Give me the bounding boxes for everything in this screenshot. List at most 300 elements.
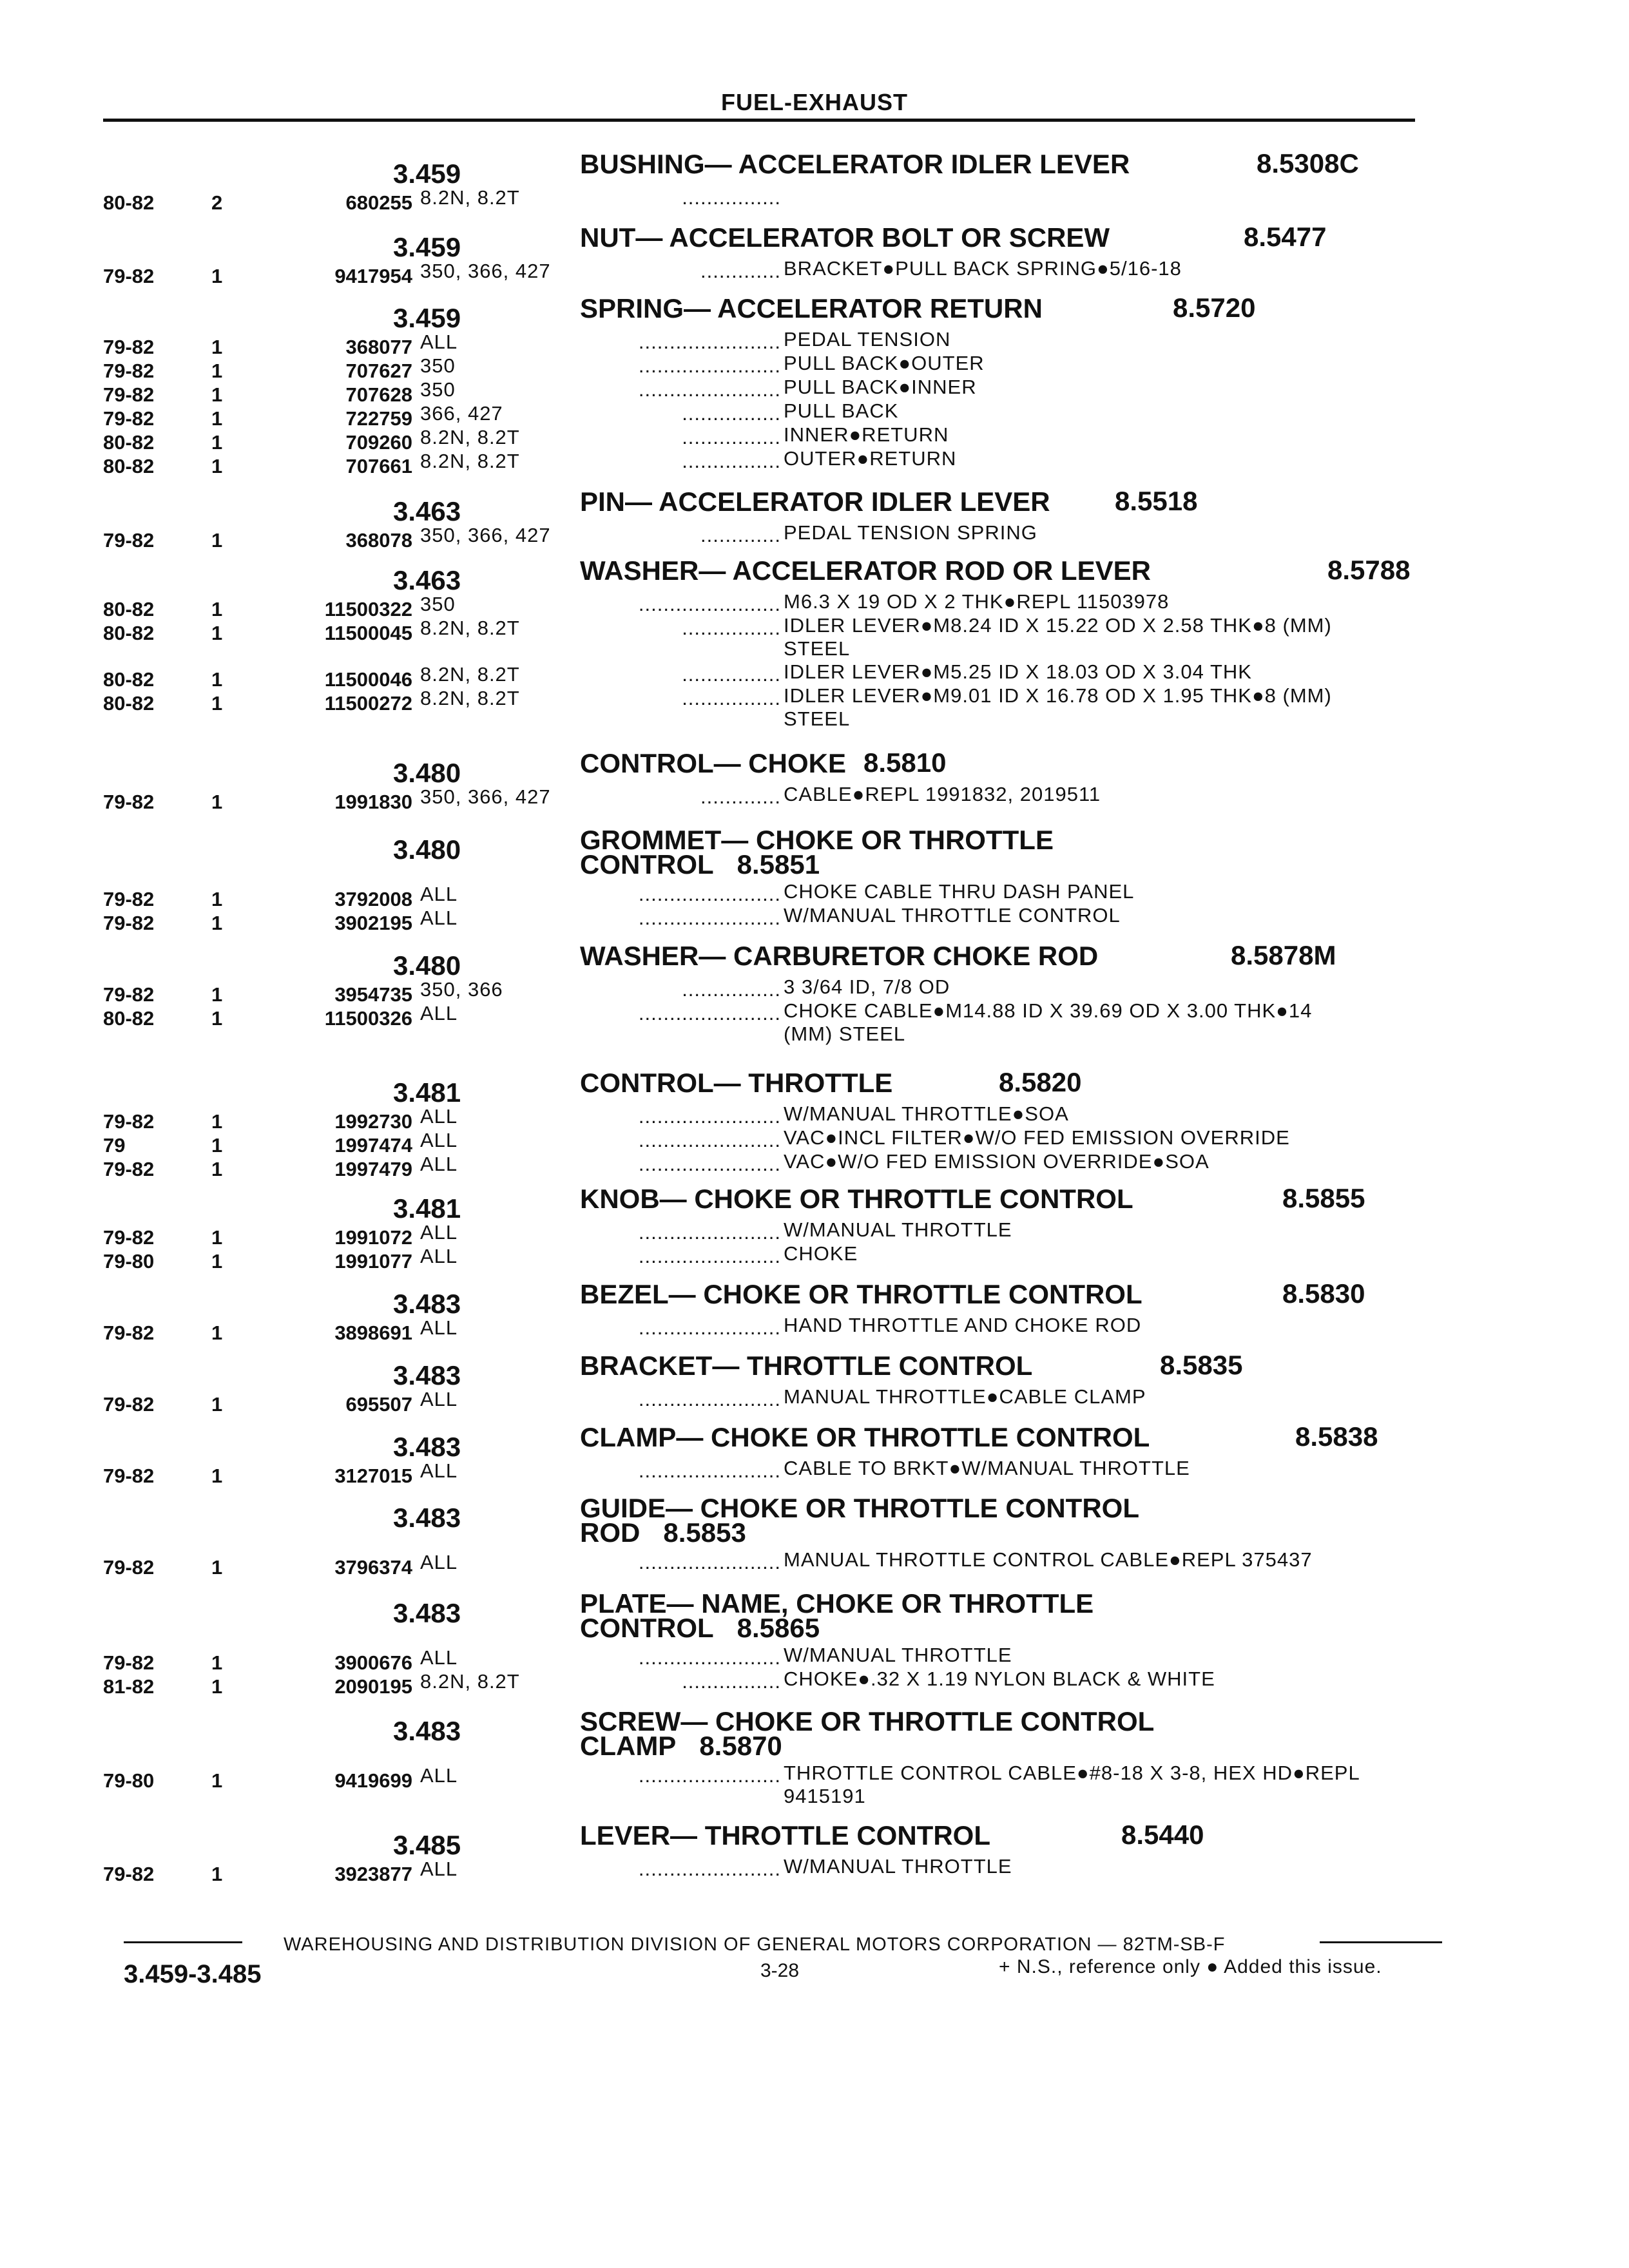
application-text: ALL — [420, 1388, 458, 1410]
part-name — [580, 293, 1211, 323]
leader-dots: ....................... — [638, 1764, 781, 1787]
part-name-line1: WASHER— ACCELERATOR ROD OR LEVER — [580, 555, 1151, 586]
description: MANUAL THROTTLE CONTROL CABLE●REPL 375437 — [784, 1548, 1313, 1571]
quantity: 1 — [211, 1675, 223, 1698]
model-years: 79-80 — [103, 1769, 155, 1792]
model-years: 79-82 — [103, 383, 155, 406]
model-years: 80-82 — [103, 668, 155, 691]
table-row — [103, 1001, 1431, 1048]
application — [420, 1646, 781, 1669]
description-continued: 9415191 — [784, 1785, 866, 1807]
part-name — [580, 1706, 1211, 1761]
part-number: 368078 — [345, 529, 412, 552]
group-header — [103, 1350, 1431, 1390]
part-number: 3900676 — [334, 1651, 412, 1674]
model-years: 81-82 — [103, 1675, 155, 1698]
table-row — [103, 1644, 1431, 1674]
part-name-line2: CONTROL — [580, 1613, 714, 1643]
part-number: 707661 — [345, 455, 412, 477]
classification-code: 8.5308C — [1257, 148, 1359, 178]
section-number: 3.480 — [393, 950, 461, 981]
table-row — [103, 904, 1431, 934]
parts-group — [103, 1183, 1431, 1273]
quantity: 1 — [211, 1863, 223, 1885]
application — [420, 1001, 781, 1025]
application-text: 350, 366 — [420, 978, 503, 1001]
quantity: 1 — [211, 888, 223, 910]
part-number: 1991077 — [334, 1250, 412, 1273]
part-name-line1: NUT— ACCELERATOR BOLT OR SCREW — [580, 222, 1110, 253]
part-name-line1: SCREW— CHOKE OR THROTTLE CONTROL — [580, 1706, 1155, 1736]
leader-dots: ....................... — [638, 1388, 781, 1410]
footer-rule-right — [1320, 1941, 1442, 1943]
part-name — [580, 1422, 1211, 1452]
leader-dots: ....................... — [638, 331, 781, 353]
table-row — [103, 423, 1431, 454]
parts-group — [103, 293, 1431, 477]
table-row — [103, 616, 1431, 662]
footer-legend: + N.S., reference only ● Added this issue. — [999, 1956, 1382, 1977]
quantity: 1 — [211, 336, 223, 358]
leader-dots: ....................... — [638, 1221, 781, 1244]
part-name — [580, 149, 1211, 179]
group-header — [103, 1278, 1431, 1319]
part-name — [580, 555, 1211, 586]
group-header — [103, 1493, 1431, 1550]
footer-rule-left — [124, 1941, 242, 1943]
application-text: ALL — [420, 907, 458, 929]
table-row — [103, 186, 1431, 214]
leader-dots: ....................... — [638, 378, 781, 401]
description: THROTTLE CONTROL CABLE●#8-18 X 3-8, HEX HD●REPL — [784, 1762, 1360, 1784]
table-row — [103, 352, 1431, 382]
part-name-line1: CONTROL— CHOKE — [580, 748, 846, 778]
part-number: 2090195 — [334, 1675, 412, 1698]
classification-code: 8.5810 — [863, 747, 947, 778]
quantity: 1 — [211, 1007, 223, 1030]
model-years: 79-82 — [103, 1465, 155, 1487]
parts-group — [103, 1706, 1431, 1810]
group-header — [103, 1067, 1431, 1108]
parts-group — [103, 940, 1431, 1048]
classification-code: 8.5853 — [663, 1517, 746, 1548]
part-name — [580, 1279, 1211, 1309]
application-text: ALL — [420, 1858, 458, 1880]
application-text: ALL — [420, 1764, 458, 1787]
description: INNER●RETURN — [784, 423, 949, 446]
quantity: 1 — [211, 360, 223, 382]
classification-code: 8.5788 — [1327, 555, 1411, 585]
description: PULL BACK●OUTER — [784, 352, 985, 374]
table-row — [103, 1102, 1431, 1133]
application-text: 8.2N, 8.2T — [420, 663, 520, 686]
description: IDLER LEVER●M8.24 ID X 15.22 OD X 2.58 THK●8 (MM) — [784, 614, 1332, 637]
leader-dots: ............. — [700, 524, 781, 546]
part-name-line1: BRACKET— THROTTLE CONTROL — [580, 1350, 1033, 1381]
parts-group — [103, 555, 1431, 733]
leader-dots: ................ — [682, 617, 781, 639]
parts-group — [103, 1278, 1431, 1344]
description: CHOKE●.32 X 1.19 NYLON BLACK & WHITE — [784, 1667, 1215, 1690]
part-name — [580, 1184, 1211, 1214]
section-number: 3.485 — [393, 1830, 461, 1860]
part-name-line2: ROD — [580, 1517, 641, 1548]
classification-code: 8.5440 — [1121, 1820, 1204, 1850]
table-row — [103, 328, 1431, 358]
footer-page-number: 3-28 — [760, 1960, 800, 1981]
part-name-line2: CONTROL — [580, 849, 714, 879]
application-text: 350, 366, 427 — [420, 524, 551, 546]
quantity: 1 — [211, 1226, 223, 1249]
classification-code: 8.5720 — [1173, 293, 1256, 323]
leader-dots: ................ — [682, 426, 781, 448]
description: CHOKE CABLE THRU DASH PANEL — [784, 880, 1135, 903]
application-text: 8.2N, 8.2T — [420, 617, 520, 639]
model-years: 80-82 — [103, 598, 155, 620]
quantity: 1 — [211, 983, 223, 1006]
model-years: 79-82 — [103, 529, 155, 552]
classification-code: 8.5878M — [1231, 940, 1336, 970]
part-name — [580, 941, 1211, 971]
section-number: 3.483 — [393, 1360, 461, 1390]
leader-dots: ....................... — [638, 1153, 781, 1175]
model-years: 79-82 — [103, 1556, 155, 1579]
part-name-line1: KNOB— CHOKE OR THROTTLE CONTROL — [580, 1184, 1133, 1214]
table-row — [103, 975, 1431, 1006]
quantity: 1 — [211, 668, 223, 691]
part-name-line1: PIN— ACCELERATOR IDLER LEVER — [580, 486, 1050, 517]
part-name-line1: CONTROL— THROTTLE — [580, 1068, 893, 1098]
table-row — [103, 1855, 1431, 1885]
leader-dots: ....................... — [638, 1316, 781, 1339]
quantity: 1 — [211, 622, 223, 644]
section-number: 3.483 — [393, 1289, 461, 1319]
leader-dots: ................ — [682, 978, 781, 1001]
description: OUTER●RETURN — [784, 447, 957, 470]
leader-dots: ....................... — [638, 1129, 781, 1151]
part-number: 3898691 — [334, 1321, 412, 1344]
part-number: 9419699 — [334, 1769, 412, 1792]
description: IDLER LEVER●M5.25 ID X 18.03 OD X 3.04 THK — [784, 660, 1252, 683]
section-number: 3.483 — [393, 1432, 461, 1462]
model-years: 79-82 — [103, 791, 155, 813]
application-text: 8.2N, 8.2T — [420, 687, 520, 709]
model-years: 79-82 — [103, 336, 155, 358]
application — [420, 1128, 781, 1152]
application — [420, 1316, 781, 1340]
part-number: 722759 — [345, 407, 412, 430]
application-text: 8.2N, 8.2T — [420, 450, 520, 472]
application-text: ALL — [420, 1316, 458, 1339]
leader-dots: ................ — [682, 450, 781, 472]
parts-group — [103, 825, 1431, 934]
application — [420, 592, 781, 616]
model-years: 80-82 — [103, 692, 155, 715]
part-number: 3902195 — [334, 912, 412, 934]
model-years: 79-82 — [103, 1158, 155, 1180]
quantity: 1 — [211, 1158, 223, 1180]
part-name — [580, 1588, 1211, 1643]
application — [420, 882, 781, 906]
table-row — [103, 1457, 1431, 1487]
description: VAC●INCL FILTER●W/O FED EMISSION OVERRIDE — [784, 1126, 1290, 1149]
model-years: 79-82 — [103, 888, 155, 910]
description: BRACKET●PULL BACK SPRING●5/16-18 — [784, 257, 1182, 280]
parts-group — [103, 1820, 1431, 1885]
part-number: 11500322 — [324, 598, 412, 620]
part-number: 3954735 — [334, 983, 412, 1006]
table-row — [103, 1314, 1431, 1344]
footer-organization: WAREHOUSING AND DISTRIBUTION DIVISION OF GENERAL MOTORS CORPORATION — 82TM-SB-F — [284, 1934, 1226, 1955]
parts-group — [103, 1067, 1431, 1180]
group-header — [103, 1421, 1431, 1462]
classification-code: 8.5855 — [1282, 1183, 1365, 1213]
part-number: 1997479 — [334, 1158, 412, 1180]
description: PULL BACK●INNER — [784, 376, 977, 398]
application-text: 350 — [420, 378, 456, 401]
part-number: 3923877 — [334, 1863, 412, 1885]
application-text: 350 — [420, 354, 456, 377]
leader-dots: ....................... — [638, 1646, 781, 1669]
part-name-line2: CLAMP — [580, 1731, 677, 1761]
group-header — [103, 825, 1431, 882]
parts-group — [103, 222, 1431, 287]
table-row — [103, 1667, 1431, 1698]
part-number: 707627 — [345, 360, 412, 382]
section-number: 3.480 — [393, 758, 461, 788]
section-number: 3.481 — [393, 1193, 461, 1224]
quantity: 1 — [211, 598, 223, 620]
parts-group — [103, 148, 1431, 214]
parts-group — [103, 486, 1431, 552]
parts-group — [103, 1350, 1431, 1416]
quantity: 2 — [211, 191, 223, 214]
group-header — [103, 293, 1431, 333]
group-header — [103, 747, 1431, 788]
table-row — [103, 399, 1431, 430]
group-header — [103, 222, 1431, 262]
quantity: 1 — [211, 455, 223, 477]
section-number: 3.483 — [393, 1503, 461, 1533]
application-text: 8.2N, 8.2T — [420, 1670, 520, 1693]
parts-group — [103, 747, 1431, 813]
part-number: 3127015 — [334, 1465, 412, 1487]
table-row — [103, 1385, 1431, 1416]
application — [420, 785, 781, 809]
application — [420, 1857, 781, 1881]
description: CHOKE — [784, 1242, 858, 1265]
leader-dots: ............. — [700, 785, 781, 808]
table-row — [103, 1218, 1431, 1249]
application — [420, 1152, 781, 1176]
classification-code: 8.5865 — [737, 1613, 820, 1643]
table-row — [103, 1548, 1431, 1579]
description: CABLE TO BRKT●W/MANUAL THROTTLE — [784, 1457, 1190, 1479]
description: W/MANUAL THROTTLE — [784, 1855, 1012, 1878]
group-header — [103, 940, 1431, 981]
leader-dots: ....................... — [638, 1002, 781, 1024]
model-years: 79-82 — [103, 1393, 155, 1416]
quantity: 1 — [211, 1465, 223, 1487]
description: 3 3/64 ID, 7/8 OD — [784, 975, 950, 998]
table-row — [103, 590, 1431, 620]
application — [420, 449, 781, 473]
application — [420, 1550, 781, 1574]
quantity: 1 — [211, 1651, 223, 1674]
table-row — [103, 880, 1431, 910]
model-years: 79-82 — [103, 1321, 155, 1344]
classification-code: 8.5830 — [1282, 1278, 1365, 1309]
application-text: ALL — [420, 883, 458, 905]
model-years: 80-82 — [103, 622, 155, 644]
application — [420, 1244, 781, 1268]
application-text: 350, 366, 427 — [420, 260, 551, 282]
application — [420, 1669, 781, 1693]
model-years: 79-82 — [103, 360, 155, 382]
section-number: 3.483 — [393, 1598, 461, 1628]
group-header — [103, 148, 1431, 189]
part-number: 695507 — [345, 1393, 412, 1416]
quantity: 1 — [211, 265, 223, 287]
quantity: 1 — [211, 1321, 223, 1344]
description-continued: STEEL — [784, 637, 851, 660]
quantity: 1 — [211, 1769, 223, 1792]
part-number: 368077 — [345, 336, 412, 358]
application-text: 350, 366, 427 — [420, 785, 551, 808]
model-years: 79-82 — [103, 1226, 155, 1249]
leader-dots: ................ — [682, 402, 781, 425]
model-years: 79-82 — [103, 912, 155, 934]
leader-dots: ....................... — [638, 883, 781, 905]
section-number: 3.483 — [393, 1716, 461, 1746]
part-name — [580, 1820, 1211, 1850]
part-number: 3792008 — [334, 888, 412, 910]
application — [420, 523, 781, 547]
application — [420, 425, 781, 449]
part-number: 11500045 — [324, 622, 412, 644]
quantity: 1 — [211, 407, 223, 430]
parts-group — [103, 1588, 1431, 1698]
part-name — [580, 1068, 1211, 1098]
model-years: 79-82 — [103, 983, 155, 1006]
application-text: ALL — [420, 1129, 458, 1151]
section-number: 3.480 — [393, 834, 461, 865]
part-number: 1991830 — [334, 791, 412, 813]
application — [420, 1220, 781, 1244]
quantity: 1 — [211, 1393, 223, 1416]
application — [420, 1104, 781, 1128]
application — [420, 378, 781, 401]
classification-code: 8.5870 — [699, 1731, 782, 1761]
leader-dots: ............. — [700, 260, 781, 282]
leader-dots: ................ — [682, 186, 781, 209]
model-years: 79-82 — [103, 1110, 155, 1133]
section-number: 3.459 — [393, 232, 461, 262]
application-text: ALL — [420, 1153, 458, 1175]
application-text: ALL — [420, 1646, 458, 1669]
table-row — [103, 447, 1431, 477]
leader-dots: ....................... — [638, 354, 781, 377]
table-row — [103, 783, 1431, 813]
application — [420, 616, 781, 640]
part-number: 680255 — [345, 191, 412, 214]
classification-code: 8.5838 — [1295, 1421, 1378, 1452]
application-text: ALL — [420, 1245, 458, 1267]
classification-code: 8.5820 — [999, 1067, 1082, 1097]
table-row — [103, 376, 1431, 406]
application — [420, 906, 781, 930]
leader-dots: ....................... — [638, 1105, 781, 1128]
description: HAND THROTTLE AND CHOKE ROD — [784, 1314, 1142, 1336]
table-row — [103, 1242, 1431, 1273]
application — [420, 354, 781, 378]
group-header — [103, 1820, 1431, 1860]
application-text: ALL — [420, 1459, 458, 1482]
description: VAC●W/O FED EMISSION OVERRIDE●SOA — [784, 1150, 1210, 1173]
section-number: 3.481 — [393, 1077, 461, 1108]
group-header — [103, 1183, 1431, 1224]
leader-dots: ....................... — [638, 1459, 781, 1482]
application — [420, 1459, 781, 1483]
application-text: ALL — [420, 331, 458, 353]
description: PULL BACK — [784, 399, 899, 422]
application-text: ALL — [420, 1002, 458, 1024]
description-continued: (MM) STEEL — [784, 1023, 906, 1045]
part-name — [580, 222, 1211, 253]
application — [420, 401, 781, 425]
application-text: ALL — [420, 1105, 458, 1128]
part-name-line1: BEZEL— CHOKE OR THROTTLE CONTROL — [580, 1279, 1142, 1309]
leader-dots: ................ — [682, 663, 781, 686]
table-row — [103, 1763, 1431, 1810]
leader-dots: ....................... — [638, 593, 781, 615]
model-years: 79 — [103, 1134, 126, 1157]
application-text: 8.2N, 8.2T — [420, 426, 520, 448]
application-text: 366, 427 — [420, 402, 503, 425]
description: W/MANUAL THROTTLE — [784, 1218, 1012, 1241]
description: W/MANUAL THROTTLE CONTROL — [784, 904, 1121, 927]
section-number: 3.459 — [393, 303, 461, 333]
leader-dots: ................ — [682, 687, 781, 709]
description: W/MANUAL THROTTLE●SOA — [784, 1102, 1069, 1125]
description: IDLER LEVER●M9.01 ID X 16.78 OD X 1.95 THK●8 (MM) — [784, 684, 1332, 707]
classification-code: 8.5477 — [1244, 222, 1327, 252]
part-name-line1: CLAMP— CHOKE OR THROTTLE CONTROL — [580, 1422, 1150, 1452]
part-name-line1: GROMMET— CHOKE OR THROTTLE — [580, 825, 1054, 855]
application — [420, 977, 781, 1001]
part-name — [580, 825, 1211, 879]
quantity: 1 — [211, 431, 223, 454]
quantity: 1 — [211, 1556, 223, 1579]
description: PEDAL TENSION SPRING — [784, 521, 1037, 544]
group-header — [103, 1588, 1431, 1646]
leader-dots: ....................... — [638, 1858, 781, 1880]
quantity: 1 — [211, 529, 223, 552]
quantity: 1 — [211, 1250, 223, 1273]
page-title: FUEL-EXHAUST — [721, 89, 908, 115]
part-number: 707628 — [345, 383, 412, 406]
model-years: 79-80 — [103, 1250, 155, 1273]
model-years: 80-82 — [103, 431, 155, 454]
classification-code: 8.5518 — [1115, 486, 1198, 516]
model-years: 79-82 — [103, 407, 155, 430]
leader-dots: ....................... — [638, 907, 781, 929]
description: MANUAL THROTTLE●CABLE CLAMP — [784, 1385, 1146, 1408]
leader-dots: ....................... — [638, 1245, 781, 1267]
model-years: 80-82 — [103, 1007, 155, 1030]
model-years: 79-82 — [103, 1651, 155, 1674]
quantity: 1 — [211, 912, 223, 934]
